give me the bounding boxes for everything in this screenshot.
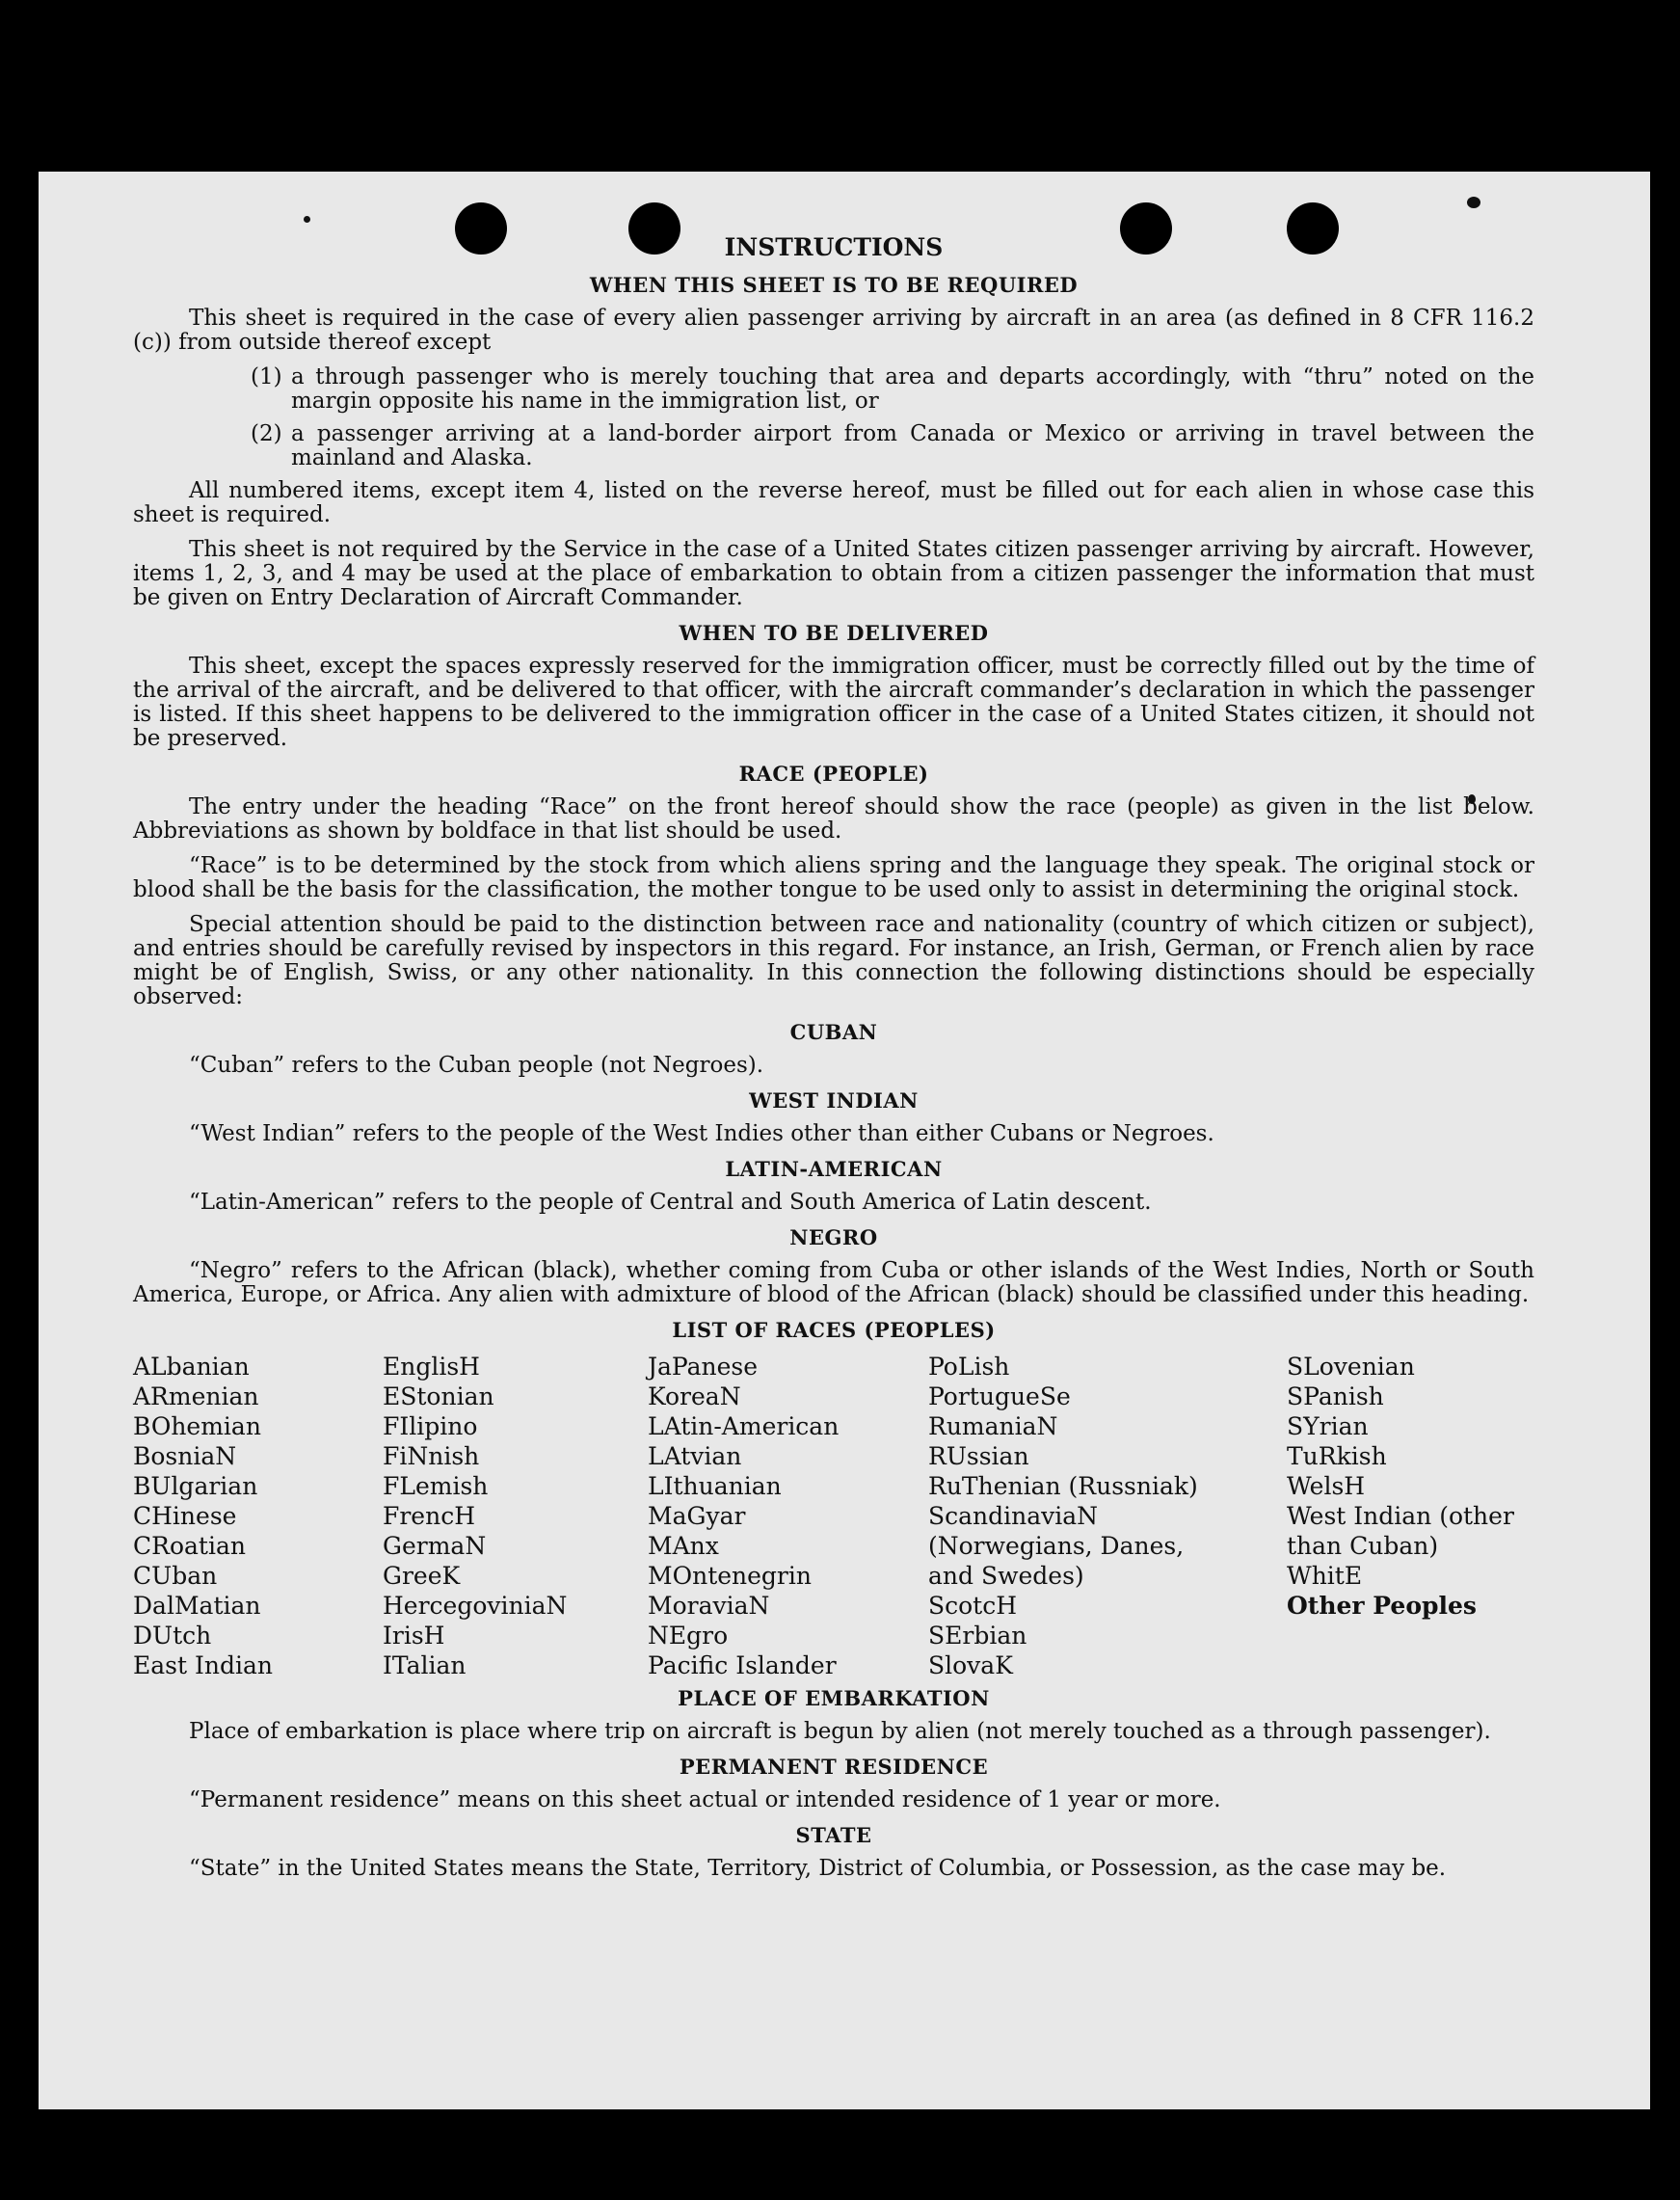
race-entry: PoLish (928, 1353, 1010, 1381)
section-heading: LIST OF RACES (PEOPLES) (672, 1318, 996, 1342)
race-entry: GreeK (383, 1562, 461, 1590)
race-entry: MOntenegrin (648, 1562, 812, 1590)
exception-item (251, 422, 1534, 470)
race-entry: CUban (133, 1562, 218, 1590)
section-heading: WEST INDIAN (749, 1088, 919, 1113)
paragraph: Special attention should be paid to the distinction between race and nationality (country of which citizen or subject), and entries should be carefully revised by inspectors in this regard. For instance, an Irish, German, or French alien by race might be of English, Swiss, or any other nationality. In this connection the following distinctions should be especially observed: (133, 912, 1534, 1009)
paragraph: This sheet, except the spaces expressly reserved for the immigration officer, must be correctly filled out by the time of the arrival of the aircraft, and be delivered to that officer, with the aircraft commander’s declaration in which the passenger is listed. If this sheet happens to be delivered to the immigration officer in the case of a United States citizen, it should not be preserved. (133, 654, 1534, 751)
paragraph: “Race” is to be determined by the stock from which aliens spring and the language they speak. The original stock or blood shall be the basis for the classification, the mother tongue to be used only to assist in determining the original stock. (133, 853, 1534, 902)
races-column (1287, 1352, 1533, 1680)
race-entry: MAnx (648, 1532, 719, 1560)
races-column (133, 1352, 383, 1680)
race-entry: JaPanese (648, 1353, 759, 1381)
section-heading: NEGRO (789, 1225, 878, 1249)
race-entry: MaGyar (648, 1502, 746, 1530)
race-entry: SPanish (1287, 1382, 1384, 1410)
instructions-body (133, 235, 1534, 1891)
race-entry: WelsH (1287, 1472, 1366, 1500)
paragraph: This sheet is not required by the Service in the case of a United States citizen passenger arriving by aircraft. However, items 1, 2, 3, and 4 may be used at the place of embarkation to obtain from a citizen passenger the information that must be given on Entry Declaration of Aircraft Commander. (133, 537, 1534, 610)
race-entry: GermaN (383, 1532, 487, 1560)
race-entry: MoraviaN (648, 1592, 770, 1620)
paragraph: “State” in the United States means the State, Territory, District of Columbia, or Possession, as the case may be. (189, 1856, 1447, 1881)
race-entry: RUssian (928, 1442, 1029, 1470)
race-entry: BosniaN (133, 1442, 237, 1470)
paragraph: This sheet is required in the case of every alien passenger arriving by aircraft in an area (as defined in 8 CFR 116.2 (c)) from outside thereof except (133, 306, 1534, 355)
item-text: a through passenger who is merely touching that area and departs accordingly, with “thru” noted on the margin opposite his name in the immigration list, or (291, 364, 1534, 414)
race-entry: NEgro (648, 1622, 729, 1650)
section-heading: WHEN THIS SHEET IS TO BE REQUIRED (589, 273, 1079, 297)
race-entry: EnglisH (383, 1353, 480, 1381)
paragraph: The entry under the heading “Race” on the front hereof should show the race (people) as given in the list below. Abbreviations as shown by boldface in that list should be used. (133, 794, 1534, 844)
race-entry: KoreaN (648, 1382, 741, 1410)
race-entry: West Indian (other than Cuban) (1287, 1502, 1514, 1560)
item-number: (2) (251, 421, 282, 446)
paragraph: Place of embarkation is place where trip on aircraft is begun by alien (not merely touched as a through passenger). (189, 1719, 1491, 1744)
speck (1467, 197, 1480, 208)
race-entry: HercegoviniaN (383, 1592, 568, 1620)
race-entry: FrencH (383, 1502, 475, 1530)
race-entry: Pacific Islander (648, 1651, 837, 1679)
race-entry: ScandinaviaN (Norwegians, Danes, and Swedes) (928, 1502, 1185, 1590)
race-entry: DalMatian (133, 1592, 261, 1620)
paragraph: “Latin-American” refers to the people of Central and South America of Latin descent. (189, 1190, 1152, 1215)
section-heading: WHEN TO BE DELIVERED (679, 621, 989, 645)
race-entry: SlovaK (928, 1651, 1013, 1679)
races-column (648, 1352, 928, 1680)
exception-item (251, 365, 1534, 414)
section-heading: LATIN-AMERICAN (725, 1157, 943, 1181)
paragraph: “Negro” refers to the African (black), whether coming from Cuba or other islands of the West Indies, North or South America, Europe, or Africa. Any alien with admixture of blood of the African (black) should be classified under this heading. (133, 1258, 1534, 1307)
race-entry: Other Peoples (1287, 1592, 1477, 1620)
race-entry: LAtin-American (648, 1412, 840, 1440)
race-entry: SYrian (1287, 1412, 1369, 1440)
item-text: a passenger arriving at a land-border airport from Canada or Mexico or arriving in travel between the mainland and Alaska. (291, 421, 1534, 470)
race-entry: ScotcH (928, 1592, 1018, 1620)
race-entry: CRoatian (133, 1532, 246, 1560)
race-entry: ARmenian (133, 1382, 259, 1410)
paragraph: All numbered items, except item 4, listed on the reverse hereof, must be filled out for each alien in whose case this sheet is required. (133, 478, 1534, 527)
race-entry: ALbanian (133, 1353, 250, 1381)
race-entry: LIthuanian (648, 1472, 782, 1500)
paragraph: “Permanent residence” means on this sheet actual or intended residence of 1 year or more. (189, 1787, 1221, 1812)
section-heading: STATE (795, 1823, 872, 1847)
races-column (928, 1352, 1287, 1680)
paragraph: “Cuban” refers to the Cuban people (not Negroes). (189, 1053, 764, 1078)
race-entry: BUlgarian (133, 1472, 258, 1500)
race-entry: WhitE (1287, 1562, 1363, 1590)
race-entry: FIlipino (383, 1412, 478, 1440)
race-entry: BOhemian (133, 1412, 261, 1440)
races-list (133, 1352, 1534, 1680)
section-heading: RACE (PEOPLE) (738, 762, 929, 786)
race-entry: EStonian (383, 1382, 494, 1410)
section-heading: PLACE OF EMBARKATION (678, 1686, 990, 1710)
race-entry: SErbian (928, 1622, 1027, 1650)
section-heading: PERMANENT RESIDENCE (679, 1755, 989, 1779)
race-entry: RuThenian (Russniak) (928, 1472, 1198, 1500)
item-number: (1) (251, 364, 282, 389)
section-heading: CUBAN (789, 1020, 878, 1044)
race-entry: ITalian (383, 1651, 467, 1679)
race-entry: DUtch (133, 1622, 212, 1650)
race-entry: SLovenian (1287, 1353, 1415, 1381)
race-entry: FLemish (383, 1472, 489, 1500)
race-entry: IrisH (383, 1622, 445, 1650)
paragraph: “West Indian” refers to the people of the West Indies other than either Cubans or Negroes. (189, 1121, 1214, 1146)
race-entry: FiNnish (383, 1442, 480, 1470)
race-entry: TuRkish (1287, 1442, 1387, 1470)
speck (304, 216, 310, 223)
page-title: INSTRUCTIONS (724, 233, 944, 261)
race-entry: PortugueSe (928, 1382, 1071, 1410)
race-entry: LAtvian (648, 1442, 742, 1470)
race-entry: CHinese (133, 1502, 237, 1530)
race-entry: East Indian (133, 1651, 273, 1679)
race-entry: RumaniaN (928, 1412, 1058, 1440)
races-column (383, 1352, 648, 1680)
